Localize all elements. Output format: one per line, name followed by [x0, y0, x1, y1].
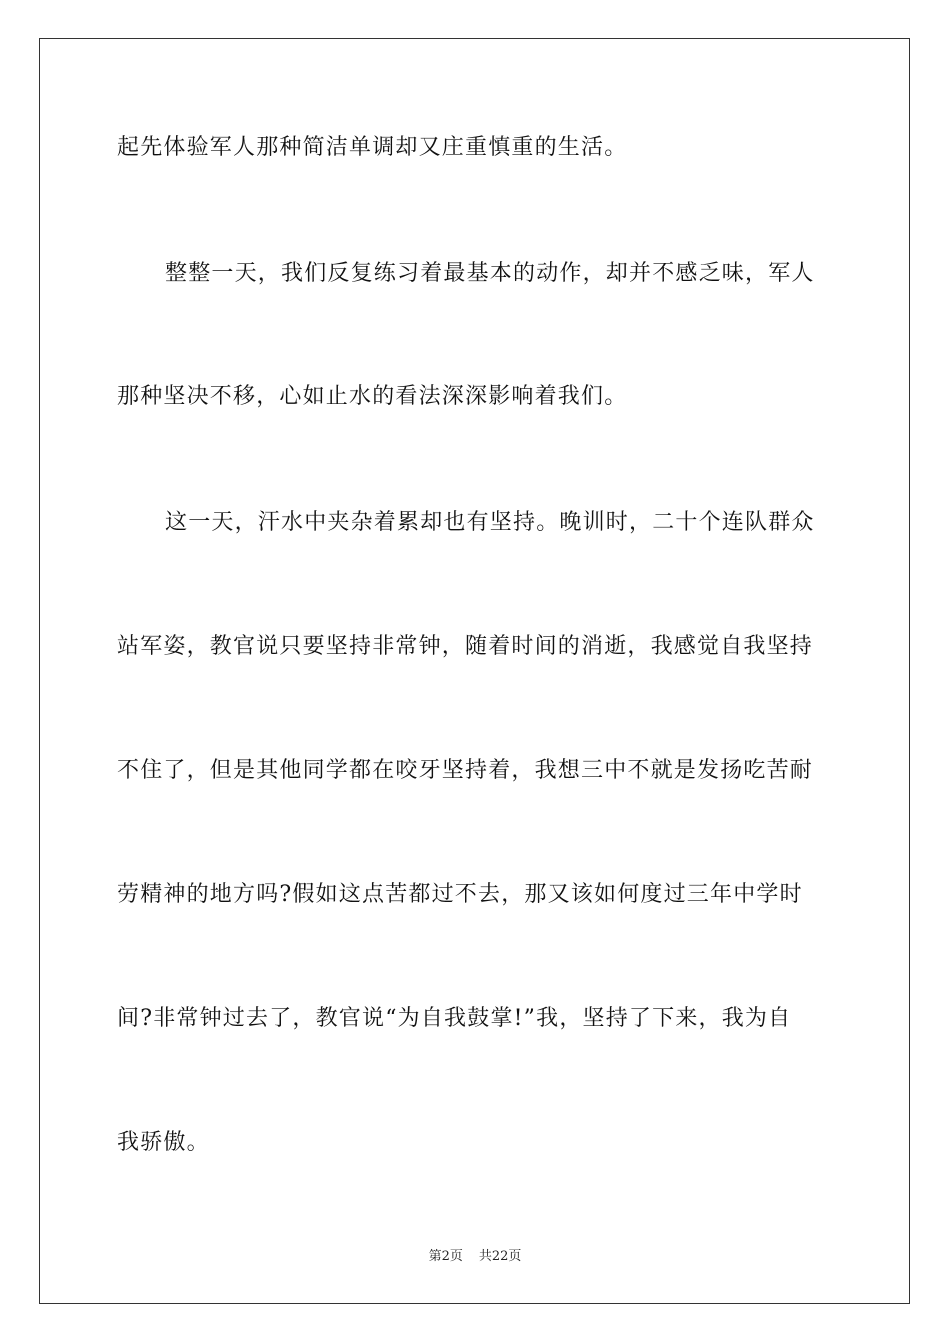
page-total: 共22页	[478, 1249, 522, 1264]
text-line-2: 整整一天，我们反复练习着最基本的动作，却并不感乏味，军人	[165, 261, 815, 286]
text-line-6: 不住了，但是其他同学都在咬牙坚持着，我想三中不就是发扬吃苦耐	[117, 758, 814, 783]
text-line-4: 这一天，汗水中夹杂着累却也有坚持。晚训时，二十个连队群众	[165, 510, 815, 535]
text-line-7: 劳精神的地方吗?假如这点苦都过不去，那又该如何度过三年中学时	[117, 882, 803, 907]
text-line-8: 间?非常钟过去了，教官说“为自我鼓掌!”我，坚持了下来，我为自	[117, 1006, 792, 1031]
page-frame	[39, 38, 910, 1304]
text-line-3: 那种坚决不移，心如止水的看法深深影响着我们。	[117, 384, 628, 409]
text-line-1: 起先体验军人那种简洁单调却又庄重慎重的生活。	[117, 135, 628, 160]
text-line-9: 我骄傲。	[117, 1130, 210, 1155]
page-footer	[0, 1248, 950, 1266]
page-number: 第2页	[428, 1249, 463, 1264]
text-line-5: 站军姿，教官说只要坚持非常钟，随着时间的消逝，我感觉自我坚持	[117, 634, 814, 659]
